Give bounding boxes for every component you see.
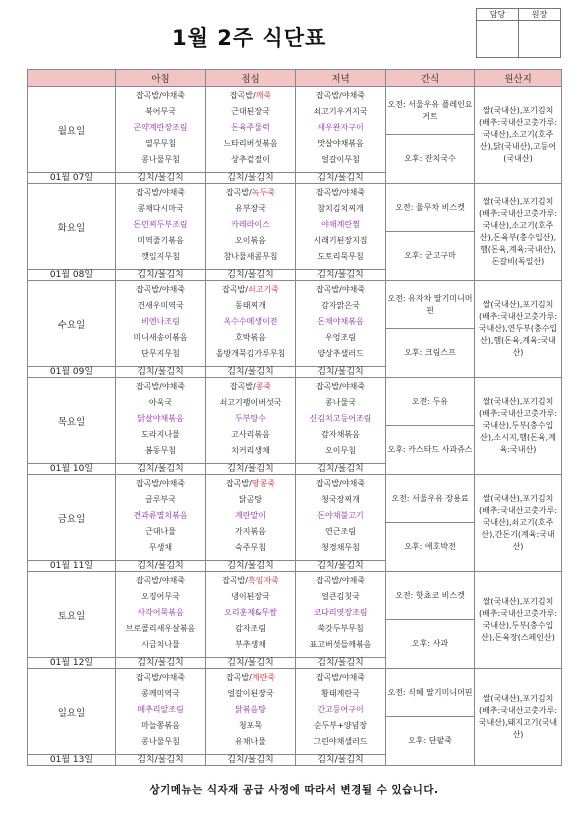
breakfast-cell <box>116 87 206 173</box>
lunch-item: 쇠고기팽이버섯국 <box>219 398 282 407</box>
dinner-cell <box>296 281 386 367</box>
breakfast-cell <box>116 184 206 270</box>
lunch-item: 청포묵 <box>238 721 263 730</box>
lunch-cell <box>206 572 296 658</box>
dinner-item: 잡곡밥/야채죽 <box>315 576 366 585</box>
kimchi-item: 김치/물김치 <box>206 755 296 766</box>
dinner-item: 콩나물국 <box>325 398 356 407</box>
kimchi-item: 김치/물김치 <box>116 464 206 475</box>
lunch-porridge: 깨죽 <box>255 91 272 100</box>
dinner-cell <box>296 572 386 658</box>
lunch-rice: 잡곡밥/ <box>229 91 256 100</box>
lunch-item: 근대된장국 <box>231 107 270 116</box>
date-label: 01월 07일 <box>28 173 116 184</box>
lunch-item <box>206 379 295 395</box>
day-label: 토요일 <box>28 572 116 658</box>
breakfast-cell <box>116 572 206 658</box>
kimchi-item: 김치/물김치 <box>116 561 206 572</box>
lunch-item: 오리훈제&무쌈 <box>224 608 277 617</box>
lunch-cell <box>206 184 296 270</box>
lunch-item: 유부장국 <box>235 204 266 213</box>
breakfast-item: 미역줄기볶음 <box>137 236 184 245</box>
breakfast-item: 단무지무침 <box>141 349 180 358</box>
breakfast-item: 시금치나물 <box>141 640 180 649</box>
date-label: 01월 13일 <box>28 755 116 766</box>
dinner-item: 잡곡밥/야채죽 <box>315 479 366 488</box>
lunch-item: 가지볶음 <box>235 527 266 536</box>
kimchi-item: 김치/물김치 <box>296 173 386 184</box>
origin-cell: 쌀(국내산),포기김치(배추:국내산고춧가루:국내산),두부(충수입산),돈육장(스페인산) <box>475 572 562 669</box>
lunch-item: 호박볶음 <box>235 333 266 342</box>
snack-morning: 오전: 두유 <box>386 378 474 426</box>
lunch-rice: 잡곡밥/ <box>229 382 256 391</box>
lunch-porridge: 쇠고기죽 <box>247 285 279 294</box>
date-label: 01월 10일 <box>28 464 116 475</box>
breakfast-cell <box>116 475 206 561</box>
breakfast-item: 잡곡밥/야채죽 <box>135 479 186 488</box>
breakfast-item: 깻잎지무침 <box>141 252 180 261</box>
breakfast-item: 아욱국 <box>148 398 173 407</box>
lunch-item: 얼갈이된장국 <box>227 689 274 698</box>
lunch-item: 유채나물 <box>235 737 266 746</box>
breakfast-item: 오징어무국 <box>141 592 180 601</box>
lunch-item: 감자조림 <box>235 624 266 633</box>
breakfast-cell <box>116 281 206 367</box>
dinner-item: 야채계란찜 <box>321 220 360 229</box>
approval-director-label: 원장 <box>519 9 561 21</box>
kimchi-item: 김치/물김치 <box>296 367 386 378</box>
breakfast-item: 브로콜리새우살볶음 <box>125 624 196 633</box>
kimchi-item: 김치/물김치 <box>296 755 386 766</box>
lunch-item: 느타리버섯볶음 <box>223 139 278 148</box>
lunch-cell <box>206 87 296 173</box>
approval-director-sign[interactable] <box>519 21 561 58</box>
snack-afternoon: 오후: 사과 <box>411 639 449 648</box>
lunch-item: 부추생채 <box>235 640 266 649</box>
snack-cell <box>386 669 475 766</box>
breakfast-item: 사각어묵볶음 <box>137 608 184 617</box>
kimchi-item: 김치/물김치 <box>116 270 206 281</box>
dinner-item: 얼갈이무침 <box>321 155 360 164</box>
page-title: 1월 2주 식단표 <box>172 26 327 50</box>
dinner-item: 돈채야채볶음 <box>317 317 364 326</box>
dinner-item: 황태계란국 <box>321 689 360 698</box>
lunch-item <box>206 282 295 298</box>
dinner-item: 신김치고등어조림 <box>309 414 372 423</box>
breakfast-item: 콩나물무침 <box>141 155 180 164</box>
dinner-item: 잡곡밥/야채죽 <box>315 91 366 100</box>
lunch-rice: 잡곡밥/ <box>222 285 248 294</box>
origin-cell: 쌀(국내산),포기김치(배추:국내산고춧가루:국내산),돼지고기(국내산) <box>475 669 562 766</box>
origin-cell: 쌀(국내산),포기김치(배추:국내산고춧가루:국내산),연두부(충수입산),햄(돈육,계육:국내산) <box>475 281 562 378</box>
dinner-item: 오이무침 <box>325 446 356 455</box>
dinner-item: 청국장찌개 <box>321 495 360 504</box>
dinner-item: 순두부+양념장 <box>313 721 368 730</box>
lunch-item <box>206 573 295 589</box>
kimchi-item: 김치/물김치 <box>206 173 296 184</box>
header-origin: 원산지 <box>475 70 562 87</box>
dinner-cell <box>296 87 386 173</box>
lunch-item: 닭볶음탕 <box>235 705 266 714</box>
day-row <box>28 87 562 173</box>
snack-morning: 오전: 유자차 딸기미니머핀 <box>386 281 474 329</box>
lunch-item <box>206 476 295 492</box>
date-label: 01월 12일 <box>28 658 116 669</box>
dinner-item: 쇠고기우거지국 <box>313 107 368 116</box>
lunch-rice: 잡곡밥/ <box>222 576 248 585</box>
dinner-item: 돈야채불고기 <box>317 511 364 520</box>
lunch-porridge: 녹두죽 <box>251 188 276 197</box>
table-header-row <box>28 70 562 87</box>
day-label: 월요일 <box>28 87 116 173</box>
dinner-item: 잡곡밥/야채죽 <box>315 673 366 682</box>
breakfast-item: 곤약계란장조림 <box>133 123 188 132</box>
kimchi-item: 김치/물김치 <box>296 464 386 475</box>
snack-morning: 오전: 핫쵸코 비스켓 <box>386 572 474 620</box>
lunch-item: 계란말이 <box>235 511 266 520</box>
date-label: 01월 08일 <box>28 270 116 281</box>
breakfast-item: 잡곡밥/야채죽 <box>135 673 186 682</box>
breakfast-item: 북어무국 <box>145 107 176 116</box>
breakfast-item: 근대나물 <box>145 527 176 536</box>
breakfast-item: 건새우미역국 <box>137 301 184 310</box>
meal-table <box>27 69 562 766</box>
kimchi-item: 김치/물김치 <box>206 464 296 475</box>
dinner-cell <box>296 184 386 270</box>
dinner-item: 새우완자구이 <box>317 123 364 132</box>
lunch-item: 오이볶음 <box>235 236 266 245</box>
lunch-item: 냉이된장국 <box>231 592 270 601</box>
breakfast-item: 비엔나조림 <box>141 317 180 326</box>
lunch-porridge: 계란죽 <box>251 673 276 682</box>
breakfast-item: 잡곡밥/야채죽 <box>135 576 186 585</box>
lunch-item <box>206 670 295 686</box>
lunch-item: 치커리생채 <box>231 446 270 455</box>
approval-box <box>476 8 561 58</box>
snack-cell <box>386 572 475 669</box>
header-snack: 간식 <box>386 70 475 87</box>
dinner-item: 청경채무침 <box>321 543 360 552</box>
lunch-item: 닭곰탕 <box>238 495 263 504</box>
header-lunch: 점심 <box>206 70 296 87</box>
origin-cell: 쌀(국내산),포기김치(배추:국내산고춧가루:국내산),소고기(호주산),닭(국내산),고등어(국내산) <box>475 87 562 184</box>
dinner-item: 감자맑은국 <box>321 301 360 310</box>
lunch-item: 돈육주물럭 <box>231 123 270 132</box>
lunch-item: 상추겉절이 <box>231 155 270 164</box>
lunch-cell <box>206 475 296 561</box>
breakfast-item: 잡곡밥/야채죽 <box>135 91 186 100</box>
breakfast-item: 도라지나물 <box>141 430 180 439</box>
approval-staff-label: 담당 <box>477 9 519 21</box>
origin-cell: 쌀(국내산),포기김치(배추:국내산고춧가루:국내산),쇠고기(호주산),간돈기(계육:국내산) <box>475 475 562 572</box>
breakfast-item: 콩나물무침 <box>141 737 180 746</box>
dinner-item: 잡곡밥/야채죽 <box>315 382 366 391</box>
lunch-item <box>206 88 295 104</box>
kimchi-item: 김치/물김치 <box>116 367 206 378</box>
dinner-item: 쑥갓두부무침 <box>317 624 364 633</box>
dinner-item: 그린야채샐러드 <box>313 737 368 746</box>
day-row <box>28 572 562 658</box>
origin-cell: 쌀(국내산),포기김치(배추:국내산고춧가루:국내산),두부(충수입산),소시지,햄(돈육,계육:국내산) <box>475 378 562 475</box>
kimchi-item: 김치/물김치 <box>296 658 386 669</box>
lunch-item: 참나물새콤무침 <box>223 252 278 261</box>
breakfast-cell <box>116 378 206 464</box>
breakfast-item: 닭살야채볶음 <box>137 414 184 423</box>
notice-text: 상기메뉴는 식자재 공급 사정에 따라서 변경될 수 있습니다. <box>149 784 439 796</box>
lunch-cell <box>206 281 296 367</box>
snack-morning: 오전: 율무차 비스켓 <box>386 184 474 232</box>
breakfast-item: 무생채 <box>148 543 173 552</box>
snack-afternoon: 오후: 군고구마 <box>404 251 456 260</box>
breakfast-item: 돈민찌두부조림 <box>133 220 188 229</box>
breakfast-item: 콩깨미역국 <box>141 689 180 698</box>
day-row <box>28 378 562 464</box>
lunch-cell <box>206 378 296 464</box>
snack-morning: 오전: 식혜 딸기미니머핀 <box>386 669 474 717</box>
dinner-item: 감자채볶음 <box>321 430 360 439</box>
lunch-item: 옥수수메생이전 <box>223 317 278 326</box>
snack-afternoon: 오후: 잔치국수 <box>404 154 456 163</box>
kimchi-item: 김치/물김치 <box>206 658 296 669</box>
breakfast-item: 열무무침 <box>145 139 176 148</box>
breakfast-item: 미니새송이볶음 <box>133 333 188 342</box>
lunch-rice: 잡곡밥/ <box>225 188 252 197</box>
lunch-item: 두부탕수 <box>235 414 266 423</box>
date-label: 01월 09일 <box>28 367 116 378</box>
kimchi-item: 김치/물김치 <box>116 173 206 184</box>
lunch-item: 고사리볶음 <box>231 430 270 439</box>
lunch-item: 카레라이스 <box>231 220 270 229</box>
kimchi-item: 김치/물김치 <box>206 561 296 572</box>
origin-cell: 쌀(국내산),포기김치(배추:국내산고춧가루:국내산),소고기(호주산),돈육부(충수입산),햄(돈육,계육:국내산),돈갈비(독일산) <box>475 184 562 281</box>
day-row <box>28 281 562 367</box>
snack-cell <box>386 184 475 281</box>
dinner-item: 잡곡밥/야채죽 <box>315 285 366 294</box>
dinner-item: 얼큰김칫국 <box>321 592 360 601</box>
date-label: 01월 11일 <box>28 561 116 572</box>
snack-cell <box>386 378 475 475</box>
header-day <box>28 70 116 87</box>
dinner-cell <box>296 475 386 561</box>
breakfast-item: 잡곡밥/야채죽 <box>135 285 186 294</box>
dinner-item: 시래기된장지짐 <box>313 236 368 245</box>
snack-cell <box>386 281 475 378</box>
day-row <box>28 184 562 270</box>
lunch-porridge: 흑임자죽 <box>247 576 279 585</box>
day-label: 일요일 <box>28 669 116 755</box>
dinner-item: 참치김치찌개 <box>317 204 364 213</box>
dinner-item: 연근조림 <box>325 527 356 536</box>
header-dinner: 저녁 <box>296 70 386 87</box>
dinner-item: 코다리엿장조림 <box>313 608 368 617</box>
dinner-cell <box>296 669 386 755</box>
kimchi-item: 김치/물김치 <box>206 367 296 378</box>
kimchi-item: 김치/물김치 <box>116 658 206 669</box>
snack-afternoon: 오후: 크림스프 <box>404 348 456 357</box>
day-label: 화요일 <box>28 184 116 270</box>
snack-afternoon: 오후: 애호박전 <box>404 542 456 551</box>
lunch-item: 동태찌개 <box>235 301 266 310</box>
dinner-item: 잡곡밥/야채죽 <box>315 188 366 197</box>
lunch-rice: 잡곡밥/ <box>225 479 252 488</box>
snack-cell <box>386 475 475 572</box>
breakfast-cell <box>116 669 206 755</box>
lunch-item: 올방개묵김가루무침 <box>215 349 286 358</box>
day-label: 목요일 <box>28 378 116 464</box>
header-breakfast: 아침 <box>116 70 206 87</box>
snack-afternoon: 오후: 단팥죽 <box>408 736 452 745</box>
snack-morning: 오전: 서울우유 장용료 <box>386 475 474 523</box>
dinner-item: 간고등어구이 <box>317 705 364 714</box>
dinner-item: 도토리묵무침 <box>317 252 364 261</box>
breakfast-item: 잡곡밥/야채죽 <box>135 188 186 197</box>
snack-cell <box>386 87 475 184</box>
lunch-porridge: 콩죽 <box>255 382 272 391</box>
approval-staff-sign[interactable] <box>477 21 519 58</box>
dinner-item: 표고버섯들깨볶음 <box>309 640 372 649</box>
dinner-cell <box>296 378 386 464</box>
lunch-porridge: 땅콩죽 <box>251 479 276 488</box>
kimchi-item: 김치/물김치 <box>296 270 386 281</box>
day-label: 금요일 <box>28 475 116 561</box>
kimchi-item: 김치/물김치 <box>296 561 386 572</box>
breakfast-item: 잡곡밥/야채죽 <box>135 382 186 391</box>
snack-afternoon: 오후: 카스타드 사과쥬스 <box>387 445 473 454</box>
day-label: 수요일 <box>28 281 116 367</box>
day-row <box>28 669 562 755</box>
snack-morning: 오전: 서울우유 플레인요거트 <box>386 87 474 135</box>
breakfast-item: 메추리알조림 <box>137 705 184 714</box>
kimchi-item: 김치/물김치 <box>206 270 296 281</box>
lunch-item: 숙주무침 <box>235 543 266 552</box>
lunch-cell <box>206 669 296 755</box>
lunch-rice: 잡곡밥/ <box>225 673 252 682</box>
dinner-item: 맛살야채볶음 <box>317 139 364 148</box>
breakfast-item: 콩채다시마국 <box>137 204 184 213</box>
kimchi-item: 김치/물김치 <box>116 755 206 766</box>
day-row <box>28 475 562 561</box>
breakfast-item: 마늘쫑볶음 <box>141 721 180 730</box>
dinner-item: 우엉조림 <box>325 333 356 342</box>
breakfast-item: 글루부국 <box>145 495 176 504</box>
lunch-item <box>206 185 295 201</box>
breakfast-item: 견과류멸치볶음 <box>133 511 188 520</box>
breakfast-item: 봄동무침 <box>145 446 176 455</box>
dinner-item: 양상추샐러드 <box>317 349 364 358</box>
